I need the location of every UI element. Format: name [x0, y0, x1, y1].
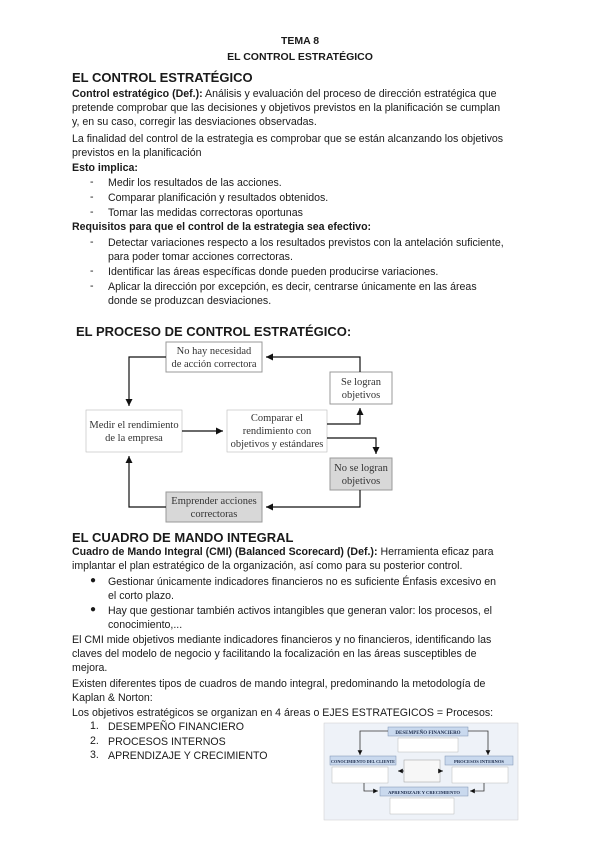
dash-bullet: -: [90, 176, 94, 188]
bsc-detail-financial: [398, 738, 458, 752]
label-no-need-l1: No hay necesidad: [176, 346, 252, 357]
eje-item: PROCESOS INTERNOS: [108, 736, 226, 748]
arrow-no-need-to-measure: [129, 357, 166, 406]
dash-bullet: -: [90, 191, 94, 203]
requisitos-heading: Requisitos para que el control de la estrategia sea efectivo:: [72, 221, 372, 233]
control-definition-term: Control estratégico (Def.):: [72, 88, 203, 100]
dot-bullet: ●: [90, 604, 97, 615]
section-heading-proceso: EL PROCESO DE CONTROL ESTRATÉGICO:: [76, 324, 352, 339]
list-number: 3.: [90, 749, 99, 761]
tipos-line1: Existen diferentes tipos de cuadros de mando integral, predominando la metodología de: [72, 678, 486, 690]
label-achieved-l2: objetivos: [341, 390, 381, 401]
finalidad-line1: La finalidad del control de la estrategia es comprobar que se están alcanzando los objetivos: [72, 133, 504, 145]
bsc-detail-learning: [390, 798, 454, 814]
control-definition-text: Análisis y evaluación del proceso de dirección estratégica que: [202, 88, 497, 100]
requisito-item-line: para poder tomar acciones correctoras.: [108, 251, 293, 263]
bsc-label-client: CONOCIMIENTO DEL CLIENTE: [331, 759, 395, 764]
cmi-bullet-line: Gestionar únicamente indicadores financieros no es suficiente Énfasis excesivo en: [108, 576, 497, 588]
label-no-need-l2: de acción correctora: [171, 359, 257, 370]
cmi-paragraph-line3: mejora.: [72, 662, 108, 674]
cmi-bullet-line: conocimiento,...: [108, 619, 183, 631]
section-heading-control: EL CONTROL ESTRATÉGICO: [72, 70, 253, 85]
cmi-definition-line2: implantar el plan estratégico de la organización, así como para su posterior control.: [72, 560, 463, 572]
cmi-paragraph-line2: claves del modelo de negocio y facilitando la focalización en las áreas susceptibles de: [72, 648, 477, 660]
control-definition-line2: pretende comprobar que las decisiones y objetivos previstos en la planificación se cumplan: [72, 102, 501, 114]
label-not-achieved-l2: objetivos: [341, 476, 381, 487]
requisito-item-line: donde se produzcan desviaciones.: [108, 295, 272, 307]
arrow-not-achieved-to-corrective: [266, 490, 360, 507]
bsc-label-financial: DESEMPEÑO FINANCIERO: [395, 731, 461, 736]
label-corrective-l1: Emprender acciones: [171, 496, 257, 507]
bsc-detail-client: [332, 767, 388, 783]
arrow-compare-to-achieved: [327, 408, 360, 424]
eje-item: APRENDIZAJE Y CRECIMIENTO: [108, 750, 268, 762]
box-measure: [86, 410, 182, 452]
dash-bullet: -: [90, 236, 94, 248]
finalidad-line2: previstos en la planificación: [72, 147, 202, 159]
implica-item: Tomar las medidas correctoras oportunas: [108, 207, 303, 219]
bsc-detail-internal: [452, 767, 508, 783]
cmi-bullet-line: el corto plazo.: [108, 590, 174, 602]
label-not-achieved-l1: No se logran: [334, 463, 388, 474]
list-number: 1.: [90, 720, 99, 732]
label-achieved-l1: Se logran: [341, 377, 381, 388]
implica-heading: Esto implica:: [72, 162, 138, 174]
tema-title: EL CONTROL ESTRATÉGICO: [227, 51, 373, 63]
bsc-label-internal: PROCESOS INTERNOS: [454, 759, 504, 764]
requisito-item-line: Detectar variaciones respecto a los resultados previstos con la antelación suficiente,: [108, 237, 504, 249]
bsc-center-box: [404, 760, 440, 782]
label-compare-l2: rendimiento con: [242, 426, 312, 437]
requisito-item-line: Identificar las áreas específicas donde pueden producirse variaciones.: [108, 266, 439, 278]
cmi-definition-text: Herramienta eficaz para: [377, 546, 494, 558]
arrow-corrective-to-measure: [129, 456, 166, 507]
label-corrective-l2: correctoras: [190, 509, 238, 520]
cmi-paragraph-line1: El CMI mide objetivos mediante indicadores financieros y no financieros, identificando las: [72, 634, 492, 646]
ejes-line: Los objetivos estratégicos se organizan en 4 áreas o EJES ESTRATEGICOS = Procesos:: [72, 707, 494, 719]
cmi-definition: [72, 545, 528, 559]
list-number: 2.: [90, 735, 99, 747]
bsc-figure: [324, 723, 518, 820]
cmi-definition-term: Cuadro de Mando Integral (CMI) (Balanced Scorecard) (Def.):: [72, 546, 378, 558]
implica-item: Medir los resultados de las acciones.: [108, 177, 282, 189]
section-heading-cmi: EL CUADRO DE MANDO INTEGRAL: [72, 530, 294, 545]
eje-item: DESEMPEÑO FINANCIERO: [108, 721, 244, 733]
arrow-achieved-to-no-need: [266, 357, 360, 372]
dash-bullet: -: [90, 206, 94, 218]
cmi-bullet-line: Hay que gestionar también activos intangibles que generan valor: los procesos, el: [108, 605, 492, 617]
implica-item: Comparar planificación y resultados obtenidos.: [108, 192, 329, 204]
tipos-line2: Kaplan & Norton:: [72, 692, 153, 704]
label-measure-l2: de la empresa: [105, 433, 163, 444]
dash-bullet: -: [90, 265, 94, 277]
label-compare-l1: Comparar el: [250, 413, 304, 424]
dash-bullet: -: [90, 280, 94, 292]
label-compare-l3: objetivos y estándares: [230, 439, 324, 450]
control-definition-line3: y, en su caso, corregir las desviaciones observadas.: [72, 116, 317, 128]
tema-number: TEMA 8: [280, 35, 320, 47]
requisito-item-line: Aplicar la dirección por excepción, es decir, centrarse únicamente en las áreas: [108, 281, 477, 293]
arrow-compare-to-not-achieved: [327, 438, 376, 454]
label-measure-l1: Medir el rendimiento: [89, 420, 179, 431]
dot-bullet: ●: [90, 575, 97, 586]
bsc-label-learning: APRENDIZAJE Y CRECIMIENTO: [388, 790, 460, 795]
